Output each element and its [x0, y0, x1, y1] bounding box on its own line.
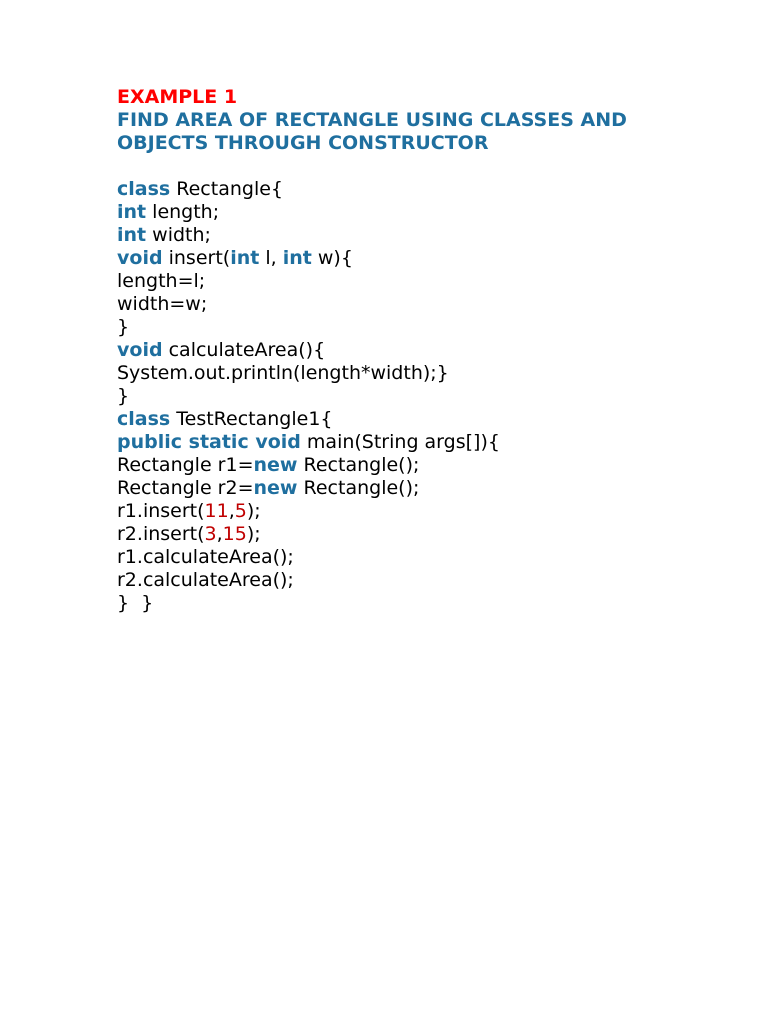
code-number: 3	[204, 523, 217, 545]
code-text: ,	[216, 523, 223, 545]
code-text: width=w;	[117, 293, 208, 315]
code-text: main(String args[]){	[300, 431, 500, 453]
code-line	[117, 500, 737, 523]
code-keyword: class	[117, 408, 171, 430]
code-text: Rectangle();	[297, 477, 420, 499]
code-number: 15	[222, 523, 247, 545]
code-text: System.out.println(length*width);}	[117, 362, 449, 384]
code-line	[117, 431, 737, 454]
code-line	[117, 339, 737, 362]
document-page	[117, 86, 737, 615]
code-number: 11	[204, 500, 229, 522]
code-keyword: void	[117, 247, 163, 269]
code-keyword: int	[117, 201, 147, 223]
code-text: width;	[146, 224, 211, 246]
code-line	[117, 385, 737, 408]
code-block	[117, 178, 737, 615]
code-keyword: int	[117, 224, 147, 246]
code-text: Rectangle();	[297, 454, 420, 476]
code-number: 5	[234, 500, 247, 522]
code-line	[117, 224, 737, 247]
code-line	[117, 477, 737, 500]
title-line-2: OBJECTS THROUGH CONSTRUCTOR	[117, 132, 489, 154]
code-keyword: int	[282, 247, 312, 269]
code-text: length;	[146, 201, 220, 223]
code-text: r2.insert(	[117, 523, 205, 545]
code-text: length=l;	[117, 270, 206, 292]
code-line	[117, 293, 737, 316]
code-keyword: void	[117, 339, 163, 361]
code-keyword: class	[117, 178, 171, 200]
code-line	[117, 362, 737, 385]
code-line	[117, 178, 737, 201]
code-text: calculateArea(){	[162, 339, 326, 361]
code-line	[117, 523, 737, 546]
code-keyword: int	[230, 247, 260, 269]
code-text: r1.calculateArea();	[117, 546, 294, 568]
code-line	[117, 569, 737, 592]
code-line	[117, 454, 737, 477]
code-text: insert(	[162, 247, 231, 269]
code-text: Rectangle r1=	[117, 454, 254, 476]
code-text: w){	[311, 247, 353, 269]
code-text: l,	[259, 247, 283, 269]
code-text: r2.calculateArea();	[117, 569, 294, 591]
example-label: EXAMPLE 1	[117, 86, 238, 108]
code-line	[117, 546, 737, 569]
code-text: } }	[117, 592, 154, 614]
code-text: }	[117, 316, 130, 338]
code-line	[117, 247, 737, 270]
code-text: ,	[228, 500, 235, 522]
code-line	[117, 201, 737, 224]
code-line	[117, 592, 737, 615]
code-text: Rectangle{	[170, 178, 283, 200]
code-text: );	[246, 523, 261, 545]
code-line	[117, 316, 737, 339]
code-keyword: public static void	[117, 431, 301, 453]
code-keyword: new	[253, 477, 298, 499]
code-text: TestRectangle1{	[170, 408, 333, 430]
code-text: );	[246, 500, 261, 522]
code-text: }	[117, 385, 130, 407]
code-line	[117, 270, 737, 293]
title-line-1: FIND AREA OF RECTANGLE USING CLASSES AND	[117, 109, 627, 131]
code-keyword: new	[253, 454, 298, 476]
code-text: Rectangle r2=	[117, 477, 254, 499]
code-line	[117, 408, 737, 431]
code-text: r1.insert(	[117, 500, 205, 522]
